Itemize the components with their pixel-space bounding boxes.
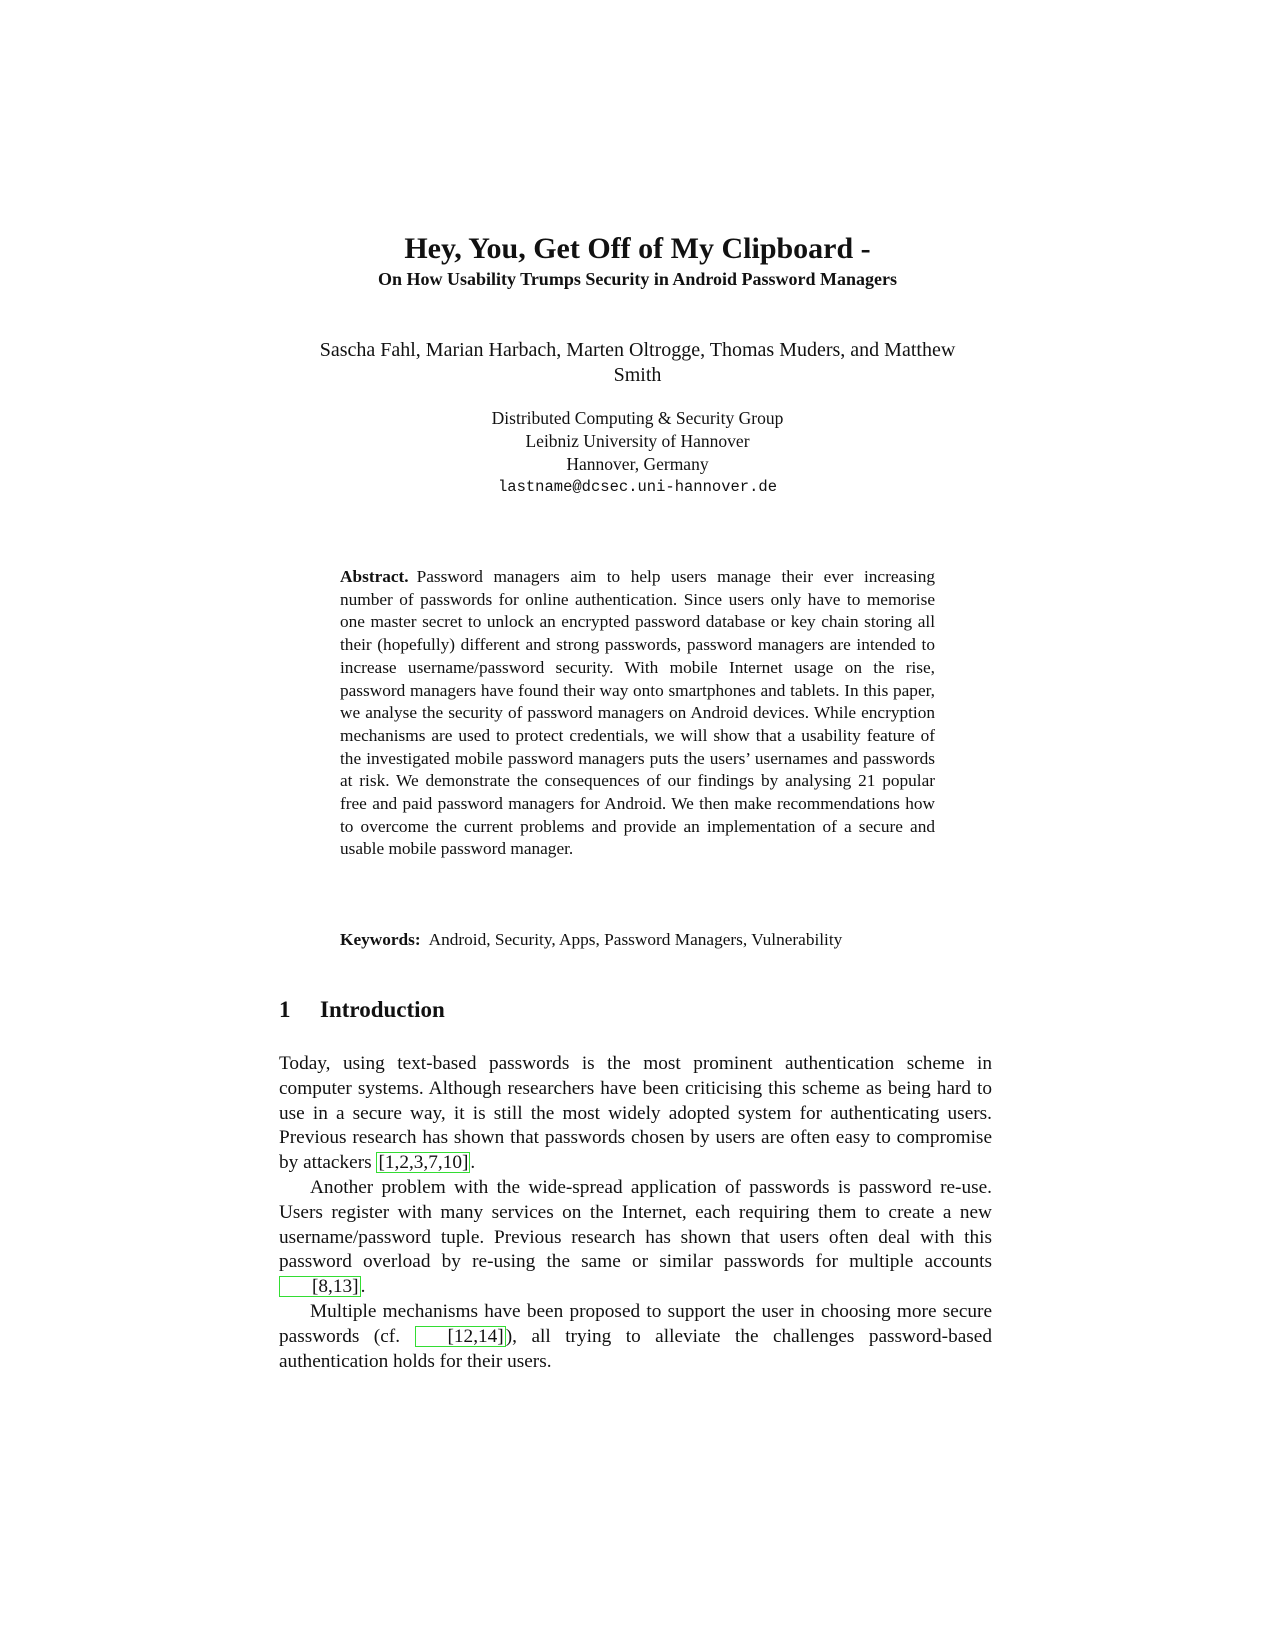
affiliation-group: Distributed Computing & Security Group <box>491 408 784 428</box>
section-body <box>279 1052 992 1374</box>
paragraph-text: Another problem with the wide-spread application of passwords is password re-use. Users register with many services on the Internet, each requiring them to create a new username/password tuple. Previous research has shown that users often deal with this password overload by re-using the same or similar passwords for multiple accounts <box>279 1176 992 1273</box>
author-email: lastname@dcsec.uni-hannover.de <box>497 478 778 496</box>
paragraph <box>279 1176 992 1300</box>
affiliation-location: Hannover, Germany <box>566 454 709 474</box>
citation-link[interactable]: [8,13] <box>279 1276 361 1297</box>
citation-link[interactable]: [12,14] <box>415 1326 506 1347</box>
abstract <box>340 566 935 861</box>
keywords-label: Keywords: <box>340 930 421 949</box>
paragraph-text: Multiple mechanisms have been proposed to support the user in choosing more secure passwords (cf. <box>279 1300 992 1347</box>
paragraph-text: Today, using text-based passwords is the most prominent authentication scheme in computer systems. Although researchers have been criticising this scheme as being hard to use in a secure way, it is still the most widely adopted system for authenticating users. Previous research has shown that passwords chosen by users are often easy to compromise by attackers <box>279 1053 992 1174</box>
paragraph <box>279 1052 992 1176</box>
paragraph-text-end: . <box>470 1152 476 1174</box>
author-list: Sascha Fahl, Marian Harbach, Marten Oltrogge, Thomas Muders, and Matthew Smith <box>319 339 956 386</box>
section-number: 1 <box>279 997 291 1022</box>
citation-link[interactable]: [1,2,3,7,10] <box>378 1152 469 1174</box>
paragraph-text-end: . <box>360 1276 366 1298</box>
section-title: Introduction <box>320 997 445 1022</box>
affiliation-university: Leibniz University of Hannover <box>525 431 750 451</box>
paper-subtitle: On How Usability Trumps Security in Android Password Managers <box>377 269 898 289</box>
paper-title: Hey, You, Get Off of My Clipboard - <box>404 232 871 265</box>
affiliation-block <box>0 407 1275 499</box>
abstract-text: Password managers aim to help users manage their ever increasing number of passwords for online authentication. Since users only have to memorise one master secret to unlock an encrypted password database or key chain storing all their (hopefully) different and strong passwords, password managers are intended to increase username/password security. With mobile Internet usage on the rise, password managers have found their way onto smartphones and tablets. In this paper, we analyse the security of password managers on Android devices. While encryption mechanisms are used to protect credentials, we will show that a usability feature of the investigated mobile password managers puts the users’ usernames and passwords at risk. We demonstrate the consequences of our findings by analysing 21 popular free and paid password managers for Android. We then make recommendations how to overcome the current problems and provide an implementation of a secure and usable mobile password manager. <box>340 567 935 859</box>
keywords-text: Android, Security, Apps, Password Managers, Vulnerability <box>428 930 843 949</box>
paragraph <box>279 1300 992 1374</box>
paragraph-text-end: ), all trying to alleviate the challenges password-based authentication holds for their users. <box>279 1325 992 1372</box>
section-heading <box>279 996 445 1024</box>
keywords <box>340 929 940 951</box>
abstract-label: Abstract. <box>340 567 409 586</box>
